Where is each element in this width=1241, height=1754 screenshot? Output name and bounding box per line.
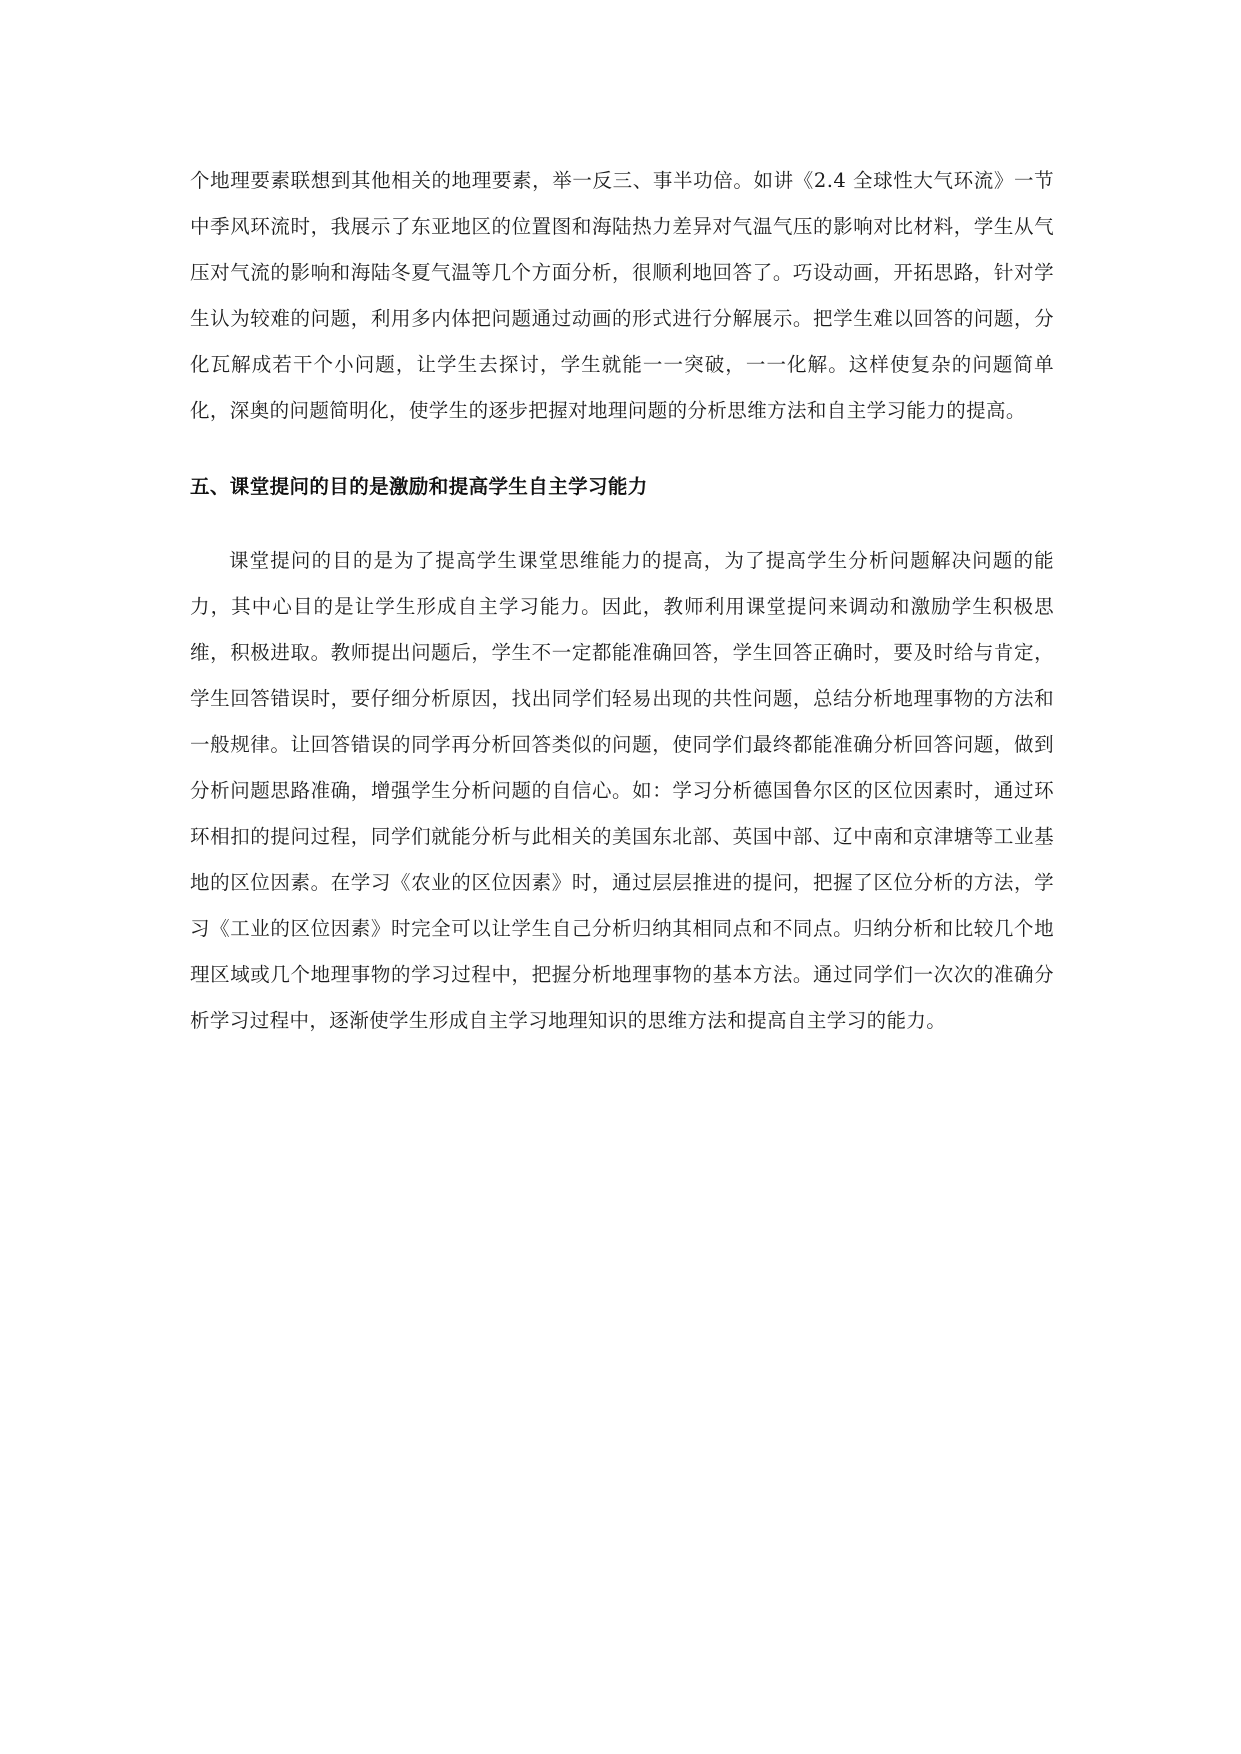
heading-spacer [190, 510, 1054, 538]
page-content [190, 158, 1054, 1044]
section-paragraph: 课堂提问的目的是为了提高学生课堂思维能力的提高，为了提高学生分析问题解决问题的能力，其中心目的是让学生形成自主学习能力。因此，教师利用课堂提问来调动和激励学生积极思维，积极进取。教师提出问题后，学生不一定都能准确回答，学生回答正确时，要及时给与肯定，学生回答错误时，要仔细分析原因，找出同学们轻易出现的共性问题，总结分析地理事物的方法和一般规律。让回答错误的同学再分析回答类似的问题，使同学们最终都能准确分析回答问题，做到分析问题思路准确，增强学生分析问题的自信心。如：学习分析德国鲁尔区的区位因素时，通过环环相扣的提问过程，同学们就能分析与此相关的美国东北部、英国中部、辽中南和京津塘等工业基地的区位因素。在学习《农业的区位因素》时，通过层层推进的提问，把握了区位分析的方法，学习《工业的区位因素》时完全可以让学生自己分析归纳其相同点和不同点。归纳分析和比较几个地理区域或几个地理事物的学习过程中，把握分析地理事物的基本方法。通过同学们一次次的准确分析学习过程中，逐渐使学生形成自主学习地理知识的思维方法和提高自主学习的能力。 [190, 549, 1054, 1032]
paragraph-spacer [190, 434, 1054, 464]
section-heading: 五、课堂提问的目的是激励和提高学生自主学习能力 [190, 475, 648, 498]
continued-paragraph: 个地理要素联想到其他相关的地理要素，举一反三、事半功倍。如讲《2.4 全球性大气环流》一节中季风环流时，我展示了东亚地区的位置图和海陆热力差异对气温气压的影响对比材料，学生从气压对气流的影响和海陆冬夏气温等几个方面分析，很顺利地回答了。巧设动画，开拓思路，针对学生认为较难的问题，利用多内体把问题通过动画的形式进行分解展示。把学生难以回答的问题，分化瓦解成若干个小问题，让学生去探讨，学生就能一一突破，一一化解。这样使复杂的问题简单化，深奥的问题简明化，使学生的逐步把握对地理问题的分析思维方法和自主学习能力的提高。 [190, 169, 1054, 422]
